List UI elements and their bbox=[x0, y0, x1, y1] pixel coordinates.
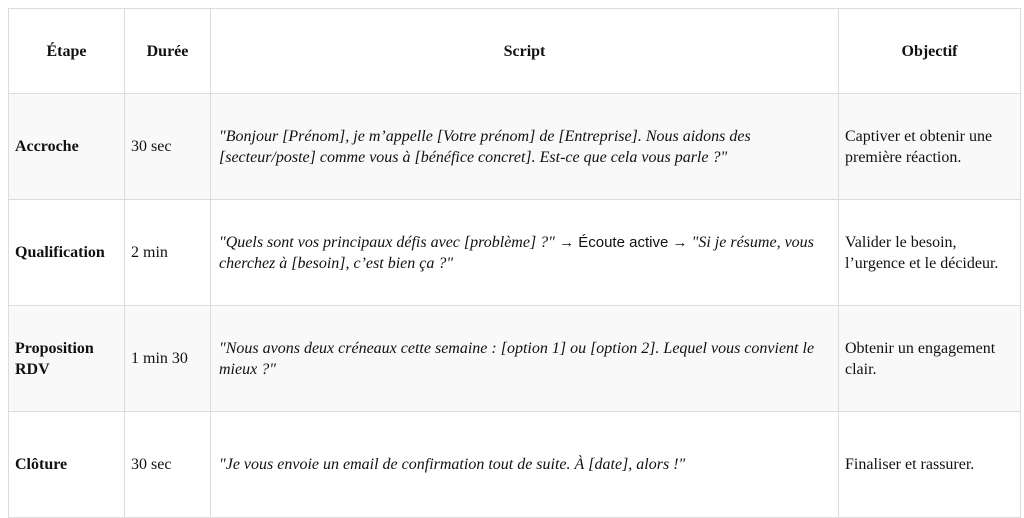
row-step: Qualification bbox=[9, 200, 125, 306]
header-objective: Objectif bbox=[839, 9, 1021, 94]
table-row bbox=[9, 412, 1021, 518]
row-script bbox=[211, 306, 839, 412]
header-script: Script bbox=[211, 9, 839, 94]
script-connector: → Écoute active → bbox=[554, 233, 692, 251]
header-duration: Durée bbox=[125, 9, 211, 94]
header-step: Étape bbox=[9, 9, 125, 94]
table-header-row bbox=[9, 9, 1021, 94]
row-duration: 30 sec bbox=[125, 412, 211, 518]
call-script-table bbox=[8, 8, 1021, 518]
row-duration: 30 sec bbox=[125, 94, 211, 200]
row-objective: Obtenir un engagement clair. bbox=[839, 306, 1021, 412]
row-script bbox=[211, 94, 839, 200]
table-row bbox=[9, 200, 1021, 306]
row-objective: Captiver et obtenir une première réaction. bbox=[839, 94, 1021, 200]
row-step: Accroche bbox=[9, 94, 125, 200]
table-row bbox=[9, 306, 1021, 412]
call-script-table-container bbox=[8, 8, 1020, 518]
row-step: Clôture bbox=[9, 412, 125, 518]
row-script bbox=[211, 412, 839, 518]
script-text: "Quels sont vos principaux défis avec [problème] ?" bbox=[219, 233, 555, 251]
row-duration: 2 min bbox=[125, 200, 211, 306]
row-duration: 1 min 30 bbox=[125, 306, 211, 412]
script-text: "Bonjour [Prénom], je m’appelle [Votre prénom] de [Entreprise]. Nous aidons des [secteur/poste] comme vous à [bénéfice concret]. Est-ce que cela vous parle ?" bbox=[219, 127, 751, 166]
row-objective: Valider le besoin, l’urgence et le décideur. bbox=[839, 200, 1021, 306]
script-text: "Nous avons deux créneaux cette semaine : [option 1] ou [option 2]. Lequel vous convient le mieux ?" bbox=[219, 339, 815, 378]
table-row bbox=[9, 94, 1021, 200]
row-step: Proposition RDV bbox=[9, 306, 125, 412]
script-text: "Si je résume, vous cherchez à [besoin], c’est bien ça ?" bbox=[219, 233, 814, 272]
row-script bbox=[211, 200, 839, 306]
script-text: "Je vous envoie un email de confirmation tout de suite. À [date], alors !" bbox=[219, 456, 686, 473]
row-objective: Finaliser et rassurer. bbox=[839, 412, 1021, 518]
